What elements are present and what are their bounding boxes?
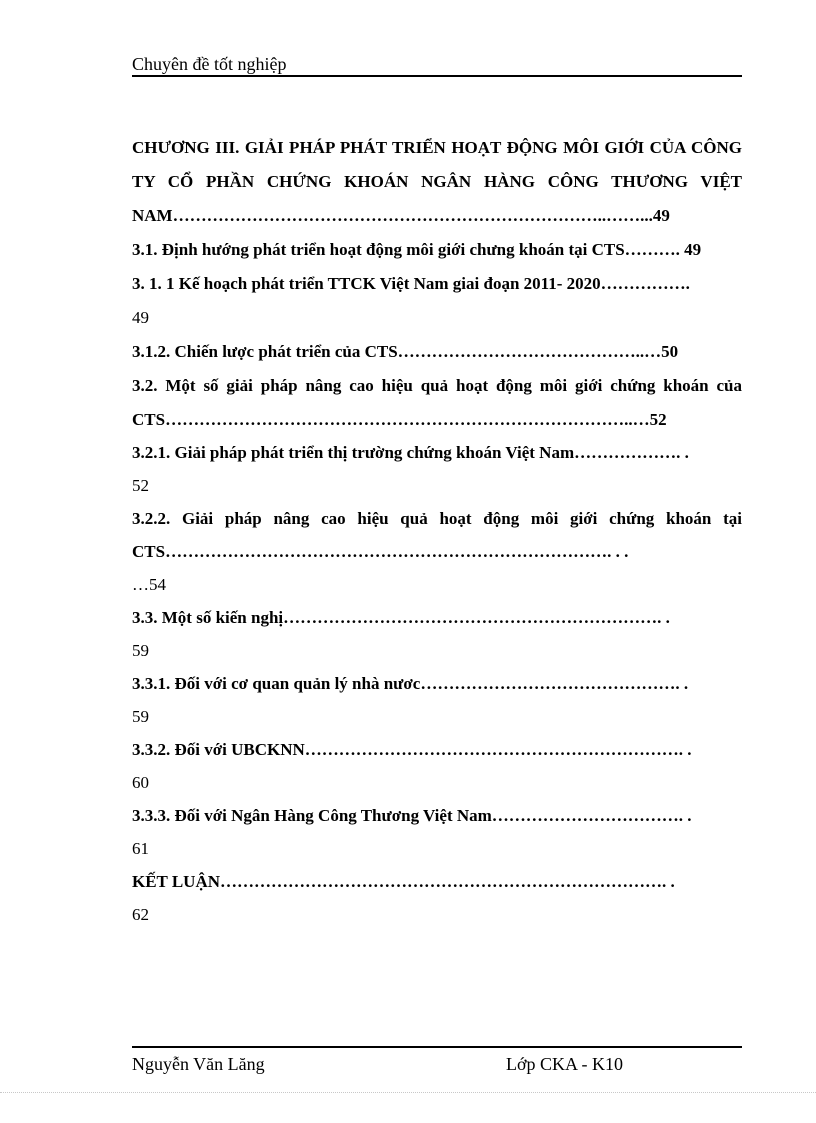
toc-chapter-3-line-2: TY CỔ PHẦN CHỨNG KHOÁN NGÂN HÀNG CÔNG THƯƠNG VIỆT	[132, 172, 742, 191]
toc-section-3-2-line-1: 3.2. Một số giải pháp nâng cao hiệu quả hoạt động môi giới chứng khoán của	[132, 376, 742, 395]
header-title: Chuyên đề tốt nghiệp	[132, 54, 287, 74]
toc-section-3-2-1-page: 52	[132, 476, 149, 495]
toc-conclusion-line-1: KẾT LUẬN……………………………………………………………………. .	[132, 872, 675, 891]
toc-section-3-1-1-line-1: 3. 1. 1 Kế hoạch phát triển TTCK Việt Nam giai đoạn 2011- 2020…………….	[132, 274, 690, 293]
toc-chapter-3-line-3: NAM…………………………………………………………………..……...49	[132, 206, 670, 225]
footer-rule	[132, 1046, 742, 1048]
page-edge-divider	[0, 1092, 816, 1093]
toc-section-3-3-2-page: 60	[132, 773, 149, 792]
toc-section-3-3-1-page: 59	[132, 707, 149, 726]
toc-section-3-3-3-line-1: 3.3.3. Đối với Ngân Hàng Công Thương Việt Nam……………………………. .	[132, 806, 692, 825]
toc-section-3-3-3-page: 61	[132, 839, 149, 858]
toc-section-3-3-2-line-1: 3.3.2. Đối với UBCKNN…………………………………………………………. .	[132, 740, 692, 759]
toc-section-3-2-2-line-2: CTS……………………………………………………………………. . .	[132, 542, 629, 561]
toc-section-3-1-2: 3.1.2. Chiến lược phát triển của CTS……………………………………..…50	[132, 342, 679, 361]
toc-section-3-2-1-line-1: 3.2.1. Giải pháp phát triển thị trường chứng khoán Việt Nam………………. .	[132, 443, 689, 462]
header-rule	[132, 75, 742, 77]
toc-section-3-2-line-2: CTS………………………………………………………………………..…52	[132, 410, 667, 429]
footer-author: Nguyễn Văn Lăng	[132, 1054, 265, 1074]
page-header	[132, 52, 742, 77]
toc-section-3-2-2-line-1: 3.2.2. Giải pháp nâng cao hiệu quả hoạt động môi giới chứng khoán tại	[132, 509, 742, 528]
toc-section-3-3-1-line-1: 3.3.1. Đối với cơ quan quản lý nhà nươc………………………………………. .	[132, 674, 689, 693]
toc-section-3-1-1-page: 49	[132, 308, 149, 327]
footer-class: Lớp CKA - K10	[506, 1054, 624, 1074]
toc-conclusion-page: 62	[132, 905, 149, 924]
toc-section-3-1: 3.1. Định hướng phát triển hoạt động môi giới chưng khoán tại CTS………. 49	[132, 240, 702, 259]
toc-section-3-3-page: 59	[132, 641, 149, 660]
toc-section-3-3-line-1: 3.3. Một số kiến nghị…………………………………………………………. .	[132, 608, 670, 627]
toc-section-3-2-2-page: …54	[132, 575, 166, 594]
toc-chapter-3-line-1: CHƯƠNG III. GIẢI PHÁP PHÁT TRIỂN HOẠT ĐỘNG MÔI GIỚI CỦA CÔNG	[132, 138, 742, 157]
